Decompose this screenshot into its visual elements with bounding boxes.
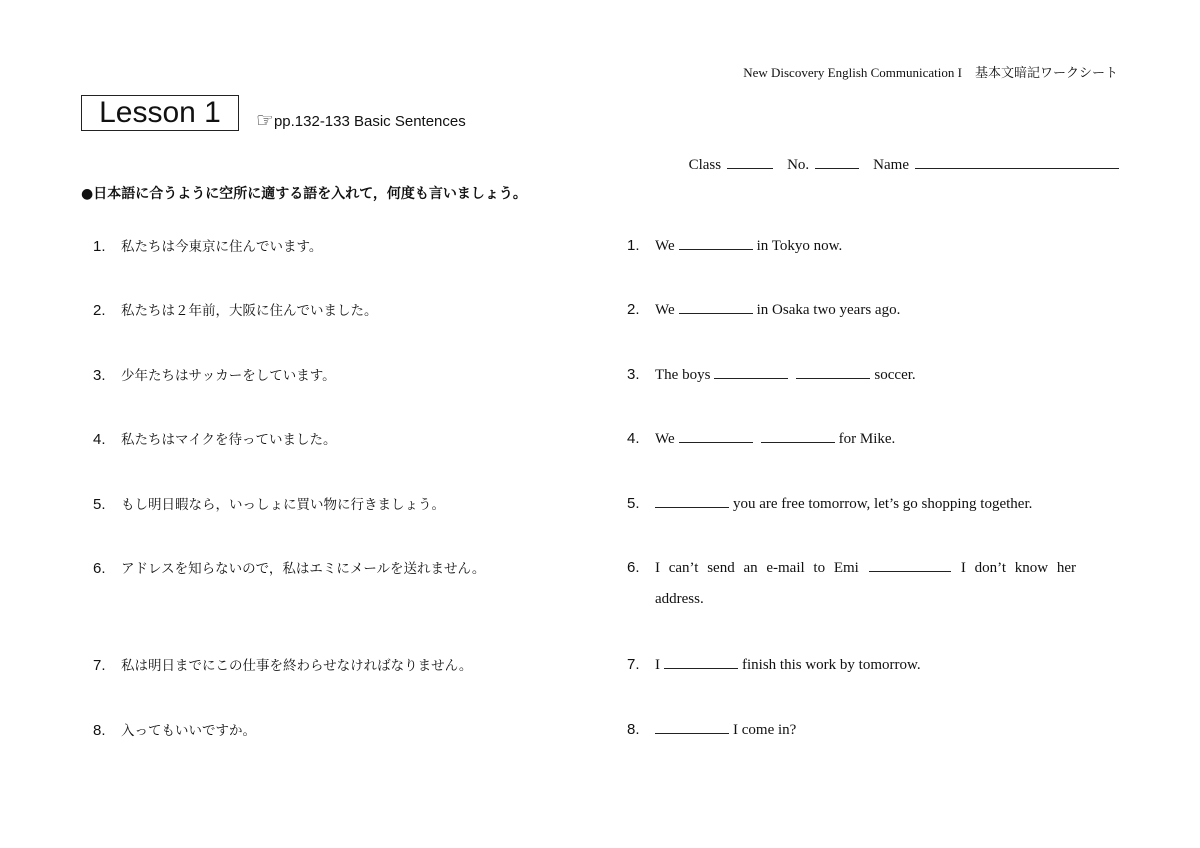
page-reference bbox=[256, 108, 466, 132]
answer-blank[interactable] bbox=[679, 235, 753, 250]
jp-item-7: 7. 私は明日までにこの仕事を終わらせなければなりません。 bbox=[93, 657, 473, 674]
jp-item-6: 6. アドレスを知らないので，私はエミにメールを送れません。 bbox=[93, 560, 486, 577]
class-blank[interactable] bbox=[727, 154, 773, 169]
jp-item-4: 4. 私たちはマイクを待っていました。 bbox=[93, 431, 337, 448]
answer-blank[interactable] bbox=[869, 557, 951, 572]
answer-blank[interactable] bbox=[679, 428, 753, 443]
answer-blank[interactable] bbox=[655, 719, 729, 734]
pointing-hand-icon: ☞ bbox=[256, 108, 274, 132]
jp-item-5: 5. もし明日暇なら，いっしょに買い物に行きましょう。 bbox=[93, 496, 445, 513]
number-field: No. bbox=[787, 154, 859, 174]
answer-blank[interactable] bbox=[655, 493, 729, 508]
answer-blank[interactable] bbox=[679, 299, 753, 314]
jp-item-2: 2. 私たちは２年前，大阪に住んでいました。 bbox=[93, 302, 378, 319]
name-blank[interactable] bbox=[915, 154, 1119, 169]
answer-blank[interactable] bbox=[761, 428, 835, 443]
en-item-4: 4. We for Mike. bbox=[627, 430, 896, 447]
en-item-1: 1. We in Tokyo now. bbox=[627, 237, 843, 254]
page-reference-text: pp.132-133 Basic Sentences bbox=[273, 113, 466, 130]
lesson-title-box: Lesson 1 bbox=[81, 95, 239, 131]
jp-item-8: 8. 入ってもいいですか。 bbox=[93, 722, 256, 739]
name-field: Name bbox=[873, 154, 1119, 174]
jp-item-3: 3. 少年たちはサッカーをしています。 bbox=[93, 367, 336, 384]
class-field: Class bbox=[689, 154, 774, 174]
en-item-5: 5. you are free tomorrow, let’s go shopping together. bbox=[627, 495, 1033, 512]
answer-blank[interactable] bbox=[796, 364, 870, 379]
number-blank[interactable] bbox=[815, 154, 859, 169]
instruction-text: ●日本語に合うように空所に適する語を入れて，何度も言いましょう。 bbox=[81, 186, 527, 202]
en-item-6: 6. I can’t send an e-mail to Emi I don’t know her address. bbox=[627, 559, 1076, 607]
answer-blank[interactable] bbox=[714, 364, 788, 379]
en-item-3: 3. The boys soccer. bbox=[627, 366, 916, 383]
en-item-2: 2. We in Osaka two years ago. bbox=[627, 301, 901, 318]
jp-item-1: 1. 私たちは今東京に住んでいます。 bbox=[93, 238, 323, 255]
en-item-8: 8. I come in? bbox=[627, 721, 797, 738]
answer-blank[interactable] bbox=[664, 654, 738, 669]
student-info-fields bbox=[689, 154, 1119, 174]
en-item-7: 7. I finish this work by tomorrow. bbox=[627, 656, 921, 673]
worksheet-header-title: New Discovery English Communication I 基本文暗記ワークシート bbox=[743, 65, 1118, 80]
